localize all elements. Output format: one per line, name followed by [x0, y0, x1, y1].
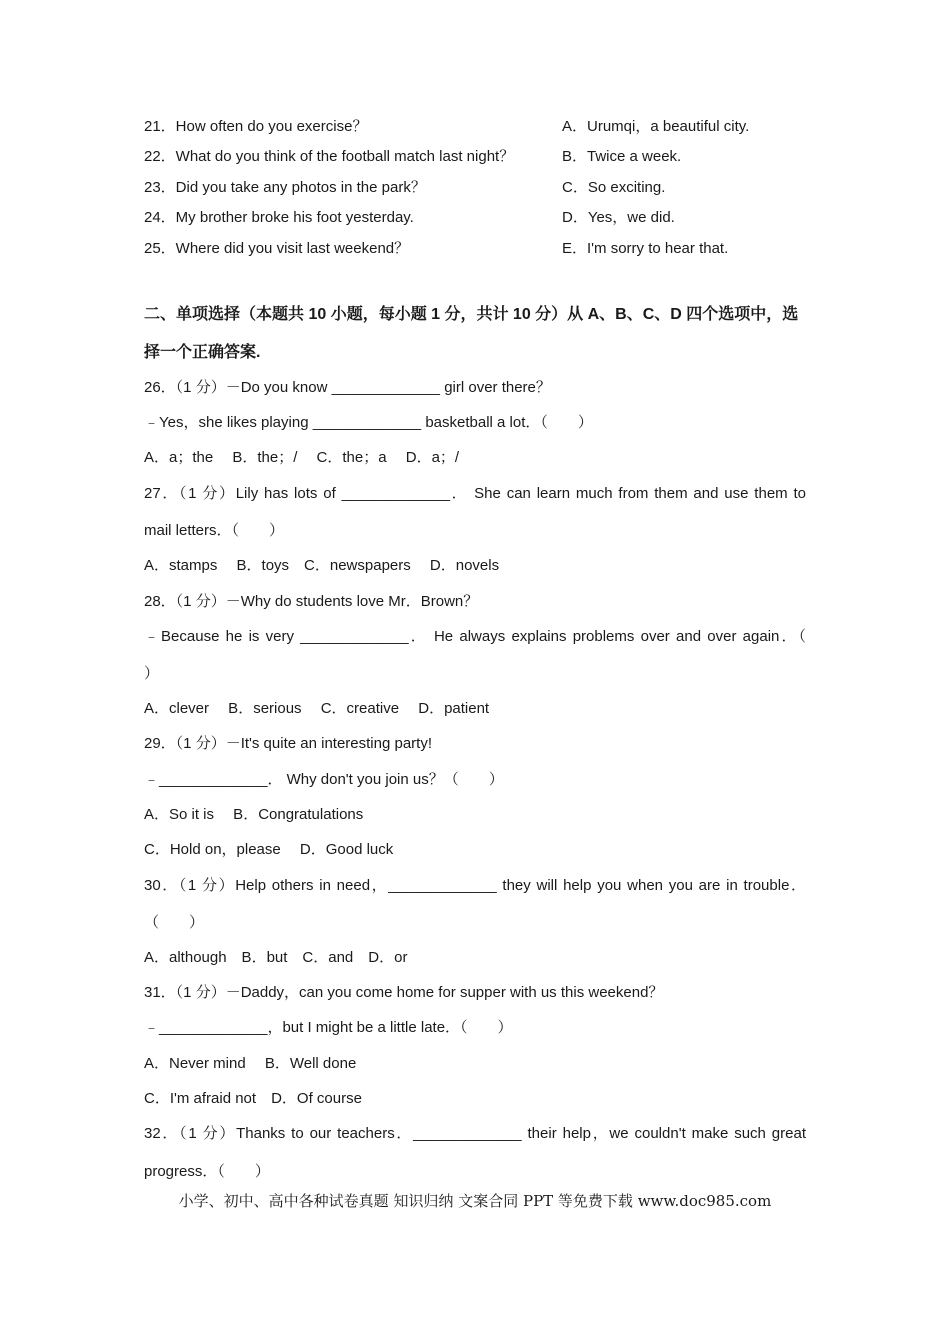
question-28-reply: ﹣Because he is very _____________． He always explains problems over and over again．（ — [144, 628, 806, 645]
question-26-reply: ﹣Yes，she likes playing _____________ basketball a lot．（ ） — [144, 414, 593, 431]
question-29-stem: 29．（1 分）－It's quite an interesting party! — [144, 735, 432, 752]
match-question-25: 25．Where did you visit last weekend？ — [144, 240, 410, 257]
question-28-options: A．clever B．serious C．creative D．patient — [144, 700, 490, 717]
question-31-options-1: A．Never mind B．Well done — [144, 1055, 357, 1072]
question-26-stem: 26．（1 分）－Do you know _____________ girl over there？ — [144, 379, 551, 396]
match-answer-d: D．Yes，we did. — [562, 209, 675, 226]
question-31-options-2: C．I'm afraid not D．Of course — [144, 1090, 362, 1107]
match-answer-a: A．Urumqi，a beautiful city. — [562, 118, 750, 135]
question-29-options-2: C．Hold on，please D．Good luck — [144, 841, 394, 858]
match-question-23: 23．Did you take any photos in the park？ — [144, 179, 426, 196]
match-answer-b: B．Twice a week. — [562, 148, 682, 165]
match-question-22: 22．What do you think of the football match last night？ — [144, 148, 515, 165]
question-28-stem: 28．（1 分）－Why do students love Mr．Brown？ — [144, 593, 479, 610]
question-29-reply: ﹣_____________． Why don't you join us？（ ） — [144, 771, 504, 788]
question-28-reply-cont: ） — [144, 665, 160, 682]
question-30-stem: 30．（1 分）Help others in need，_____________ they will help you when you are in trouble． — [144, 877, 806, 894]
question-31-stem: 31．（1 分）－Daddy，can you come home for supper with us this weekend？ — [144, 984, 664, 1001]
question-27-stem-cont: mail letters．（ ） — [144, 522, 285, 539]
question-27-stem: 27．（1 分）Lily has lots of _____________． She can learn much from them and use them to — [144, 485, 806, 502]
question-32-stem: 32．（1 分）Thanks to our teachers．_____________ their help，we couldn't make such great — [144, 1125, 806, 1142]
question-26-options: A．a；the B．the；/ C．the；a D．a；/ — [144, 449, 460, 466]
question-27-options: A．stamps B．toys C．newspapers D．novels — [144, 557, 500, 574]
match-answer-c: C．So exciting. — [562, 179, 666, 196]
question-30-options: A．although B．but C．and D．or — [144, 949, 408, 966]
match-answer-e: E．I'm sorry to hear that. — [562, 240, 729, 257]
question-29-options-1: A．So it is B．Congratulations — [144, 806, 364, 823]
match-question-21: 21．How often do you exercise？ — [144, 118, 368, 135]
section-heading-line2: 择一个正确答案. — [144, 344, 261, 361]
question-30-stem-cont: （ ） — [144, 914, 205, 931]
question-31-reply: ﹣_____________，but I might be a little late．（ ） — [144, 1019, 513, 1036]
section-heading-line1: 二、单项选择（本题共 10 小题，每小题 1 分，共计 10 分）从 A、B、C、D 四个选项中，选 — [144, 306, 799, 323]
question-32-stem-cont: progress．（ ） — [144, 1163, 270, 1180]
match-question-24: 24．My brother broke his foot yesterday. — [144, 209, 414, 226]
page-footer: 小学、初中、高中各种试卷真题 知识归纳 文案合同 PPT 等免费下载 www.doc985.com — [178, 1192, 772, 1210]
